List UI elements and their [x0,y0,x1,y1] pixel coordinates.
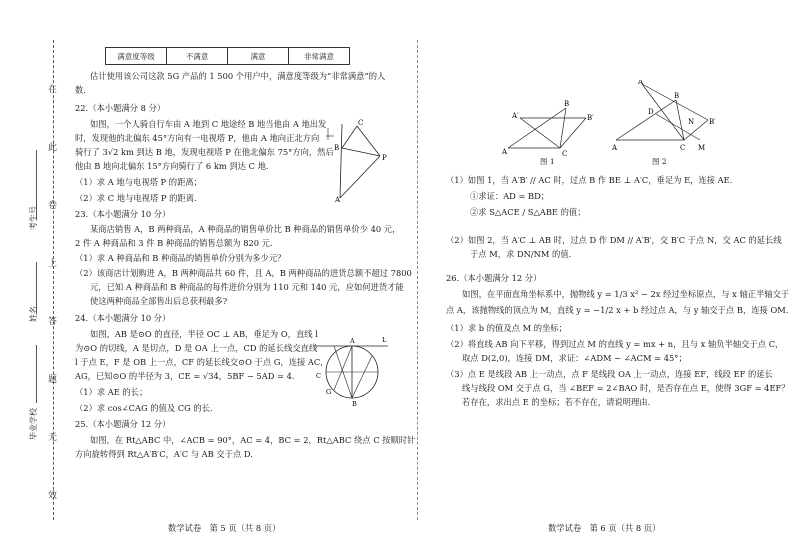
point-label-a-prime: A′ [512,112,519,120]
text-line: 点 A，该抛物线的顶点为 M，直线 y = −1/2 x + b 经过点 A，与 y 轴交于点 B，连接 OM. [446,305,789,315]
q26-sub1: （1）求 b 的值及点 M 的坐标； [446,323,567,333]
q26-title: 26.（本小题满分 12 分） [446,273,542,283]
school-label: 毕业学校 [29,408,38,440]
text-line: 如图，在 Rt△ABC 中，∠ACB = 90°，AC = 4，BC = 2，Rt△ABC 绕点 C 按顺时针 [90,435,416,445]
text-line: AG，已知⊙O 的半径为 3，CE = √34，5BF − 5AD = 4. [75,371,295,381]
binding-char: 答 [48,317,58,327]
binding-char: 无 [48,433,58,443]
point-label-a: A [502,148,508,156]
point-label-a: A [350,337,355,345]
point-label-d: D [648,108,654,116]
q22-title: 22.（本小题满分 8 分） [75,103,166,113]
text-line: 数. [75,85,86,95]
text-line: 某商店销售 A，B 两种商品，A 种商品的销售单价比 B 种商品的销售单价少 40 元， [90,224,401,234]
student-no-label: 考生号 [29,206,38,230]
q22-sub2: （2）求 C 地与电视塔 P 的距离. [75,193,197,203]
point-label-a: A [335,196,341,204]
q22-figure [322,118,392,204]
q24-figure [312,328,392,408]
point-label-b: B [564,100,570,108]
point-label-n: N [688,118,695,126]
q25-sub1-ii: ②求 S△ACE / S△ABE 的值； [470,207,586,217]
point-label-b-prime: B′ [709,118,716,126]
point-label-c: C [680,144,686,152]
point-label-c: C [316,372,321,380]
q23-title: 23.（本小题满分 10 分） [75,209,171,219]
text-line: （2）该商店计划购进 A，B 两种商品共 60 件，且 A，B 两种商品的进货总额不超过 7800 [75,268,412,278]
satisfaction-table [105,47,350,65]
point-label-c: C [562,150,568,158]
text-line: 方向旋转得到 Rt△A′B′C，A′C 与 AB 交于点 D. [75,449,253,459]
point-label-p: P [382,154,387,162]
text-line: 取点 D(2,0)，连接 DM，求证：∠ADM − ∠ACM = 45°； [462,353,687,363]
text-line: 时，发现他的北偏东 45°方向有一电视塔 P，他由 A 地向正北方向 [75,133,320,143]
point-label-b: B [334,144,340,152]
text-line: 于点 M，求 DN/NM 的值. [470,249,572,259]
fig2-caption: 图 2 [652,157,667,166]
school-line [36,345,37,403]
q26-sub2: （2）将直线 AB 向下平移，得到过点 M 的直线 y = mx + n，且与 x 轴负半轴交于点 C， [446,339,784,349]
name-label: 姓名 [29,306,38,322]
name-line [36,262,37,314]
page-footer-right: 数学试卷 第 6 页（共 8 页） [548,523,661,533]
binding-char: 卷 [48,201,58,211]
binding-char: 题 [48,375,58,385]
text-line: 估计使用该公司这款 5G 产品的 1 500 个用户中，满意度等级为“非常满意”的人 [90,71,386,81]
text-line: l 于点 E，F 是 OB 上一点，CF 的延长线交⊙O 于点 G，连接 AC， [75,357,329,367]
point-label-l: L [382,336,387,344]
binding-char: 此 [48,143,58,153]
point-label-b: B [674,92,680,100]
q23-sub1: （1）求 A 种商品和 B 种商品的销售单价分别为多少元？ [75,253,286,263]
table-cell: 满意 [228,48,289,65]
table-cell: 非常满意 [289,48,350,65]
binding-char: 在 [48,85,58,95]
page-divider [417,40,418,520]
point-label-c: C [358,119,364,127]
q24-sub1: （1）求 AE 的长； [75,387,148,397]
fig1-caption: 图 1 [540,157,555,166]
table-cell: 不满意 [167,48,228,65]
q22-sub1: （1）求 A 地与电视塔 P 的距离； [75,177,202,187]
text-line: 2 件 A 种商品和 3 件 B 种商品的销售总额为 820 元. [75,238,273,248]
point-label-m: M [698,144,706,152]
point-label-b: B [352,400,357,408]
text-line: 使这两种商品全部售出后总获利最多? [90,296,228,306]
point-label-a-prime: A′ [638,80,645,86]
text-line: 若存在，求出点 E 的坐标；若不存在，请说明理由. [462,397,651,407]
binding-char: 上 [48,259,58,269]
student-no-line [36,150,37,220]
binding-char: 效 [48,491,58,501]
text-line: 元，已知 A 种商品和 B 种商品的每件进价分别为 110 元和 140 元，应如何进货才能 [90,282,404,292]
text-line: 如图，在平面直角坐标系中，抛物线 y = 1/3 x² − 2x 经过坐标原点，与 x 轴正半轴交于 [462,289,790,299]
q25-sub2: （2）如图 2，当 A′C ⊥ AB 时，过点 D 作 DM // A′B′，交 B′C 于点 N，交 AC 的延长线 [446,235,782,245]
q26-sub3: （3）点 E 是线段 AB 上一动点，点 F 是线段 OA 上一动点，连接 EF，线段 EF 的延长 [446,369,773,379]
page-footer-left: 数学试卷 第 5 页（共 8 页） [168,523,281,533]
text-line: 为⊙O 的切线，A 是切点，D 是 OA 上一点，CD 的延长线交直线 [75,343,318,353]
point-label-a: A [612,144,618,152]
q25-sub1-i: ①求证：AD = BD； [470,191,550,201]
q25-figure-1 [500,98,595,158]
point-label-g: G [326,388,332,396]
text-line: 线与线段 OM 交于点 G，当 ∠BEF = 2∠BAO 时，是否存在点 E，使得 3GF = 4EF？ [462,383,790,393]
q25-sub1: （1）如图 1，当 A′B′ // AC 时，过点 B 作 BE ⊥ A′C，垂足为 E，连接 AE. [446,175,733,185]
q25-title: 25.（本小题满分 12 分） [75,419,171,429]
point-label-b-prime: B′ [587,114,594,122]
text-line: 骑行了 3√2 km 到达 B 地，发现电视塔 P 在他北偏东 75°方向，然后 [75,147,334,157]
q24-title: 24.（本小题满分 10 分） [75,313,171,323]
text-line: 如图，AB 是⊙O 的直径，半径 OC ⊥ AB，垂足为 O，直线 l [90,329,318,339]
q24-sub2: （2）求 cos∠CAG 的值及 CG 的长. [75,403,213,413]
q25-figure-2 [612,80,722,152]
text-line: 如图，一个人骑自行车由 A 地到 C 地途经 B 地当他由 A 地出发 [90,119,327,129]
table-cell: 满意度等级 [106,48,167,65]
text-line: 他由 B 地向北偏东 15°方向骑行了 6 km 到达 C 地. [75,161,269,171]
binding-line [53,40,54,520]
